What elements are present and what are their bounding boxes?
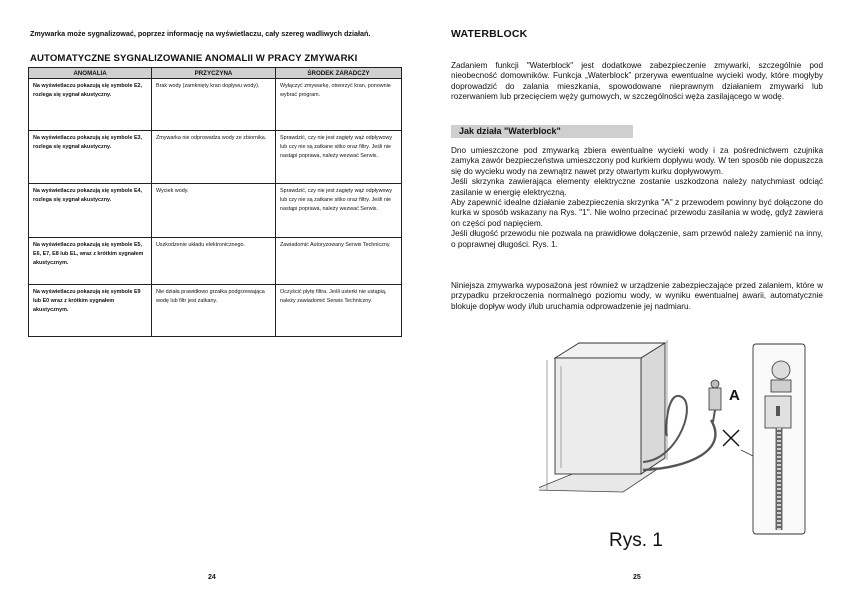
table-row (29, 285, 402, 337)
page-number-right: 25 (633, 574, 641, 581)
header-anomaly: ANOMALIA (29, 68, 152, 79)
anomaly-cell: Na wyświetlaczu pokazują się symbole E4, rozlega się sygnał akustyczny. (29, 184, 152, 238)
water-tap-icon (711, 380, 719, 388)
pointer-line (741, 450, 753, 456)
how-it-works-subheading: Jak działa "Waterblock" (451, 125, 633, 138)
remedy-cell: Wyłączyć zmywarkę, otworzyć kran, ponownie wybrać program. (276, 79, 402, 131)
waterblock-title: WATERBLOCK (451, 28, 528, 40)
cause-cell: Brak wody (zamknięty kran dopływu wody). (152, 79, 276, 131)
remedy-cell: Sprawdzić, czy nie jest zagięty wąż odpływowy lub czy nie są zatkane sitko oraz filtry. Jeśli nie nastąpi poprawa, należy wezwać Serwis. (276, 184, 402, 238)
remedy-cell: Zawiadomić Autoryzowany Serwis Techniczny. (276, 238, 402, 285)
anomaly-cell: Na wyświetlaczu pokazują się symbole E3, rozlega się sygnał akustyczny. (29, 131, 152, 184)
overflow-protection-paragraph: Niniejsza zmywarka wyposażona jest również w urządzenie zabezpieczające przed zalaniem, które w przypadku przekroczenia normalnego poziomu wody, w wyniku ewentualnej awarii, automatycznie blokuje dopływ wody i/lub uruchamia odprowadzenie jej nadmiaru. (451, 281, 823, 311)
cause-cell: Nie działa prawidłowo grzałka podgrzewająca wodę lub filtr jest zatkany. (152, 285, 276, 337)
cause-cell: Wyciek wody. (152, 184, 276, 238)
box-hose-link (713, 410, 715, 422)
header-remedy: ŚRODEK ZARADCZY (276, 68, 402, 79)
table-row (29, 184, 402, 238)
table-header-row (29, 68, 402, 79)
anomaly-cell: Na wyświetlaczu pokazują się symbole E2, rozlega się sygnał akustyczny. (29, 79, 152, 131)
waterblock-box (709, 388, 721, 410)
anomaly-cell: Na wyświetlaczu pokazują się symbole E9 lub E0 wraz z krótkim sygnałem akustycznym. (29, 285, 152, 337)
dishwasher-front (555, 358, 641, 474)
header-cause: PRZYCZYNA (152, 68, 276, 79)
table-row (29, 238, 402, 285)
intro-text: Zmywarka może sygnalizować, poprzez informację na wyświetlaczu, cały szereg wadliwych działań. (30, 29, 371, 38)
table-row (29, 79, 402, 131)
remedy-cell: Sprawdzić, czy nie jest zagięty wąż odpływowy lub czy nie są zatkane sitko oraz filtry. Jeśli nie nastąpi poprawa, należy wezwać Serwis. (276, 131, 402, 184)
table-row (29, 131, 402, 184)
anomaly-table (28, 67, 402, 337)
cause-cell: Uszkodzenie układu elektronicznego. (152, 238, 276, 285)
dishwasher-installation-illustration (539, 340, 839, 555)
inset-tap-icon (772, 361, 790, 379)
inset-valve (771, 380, 791, 392)
waterblock-intro-paragraph: Zadaniem funkcji "Waterblock" jest dodatkowe zabezpieczenie zmywarki, szczególnie pod nieobecność domowników. Funkcja „Waterblock” przerywa ewentualne wycieki wody, które mogłyby doprowadzić do zalania mieszkania, spowodowane nieprawnym działaniem zmywarki lub rozerwaniem lub przecięciem węży gumowych, w szczególności węża zasilającego w wodę. (451, 61, 823, 102)
anomaly-cell: Na wyświetlaczu pokazują się symbole E5, E6, E7, E8 lub EL, wraz z krótkim sygnałem akustycznym. (29, 238, 152, 285)
page-number-left: 24 (208, 574, 216, 581)
cause-cell: Zmywarka nie odprowadza wody ze zbiornika. (152, 131, 276, 184)
how-it-works-paragraph: Dno umieszczone pod zmywarką zbiera ewentualne wycieki wody i za pośrednictwem czujnika zamyka zawór bezpieczeństwa umieszczony pod kurkiem dopływu wody. W ten sposób nie dopuszcza się do wycieku wody na zewnątrz nawet przy otwartym kurku dopływowym. Jeśli skrzynka zawierająca elementy elektryczne zostanie uszkodzona należy natychmiast odciąć zasilanie w energię elektryczną. Aby zapewnić idealne działanie zabezpieczenia skrzynka "A" z przewodem powinny być dołączone do kurka w sposób wskazany na Rys. "1". Nie wolno przecinać przewodu zasilania w wodę, gdyż zawiera on części pod napięciem. Jeśli długość przewodu nie pozwala na prawidłowe dołączenie, sam przewód należy zamienić na inny, o poprawnej długości. Rys. 1. (451, 146, 823, 249)
right-page (421, 0, 842, 595)
remedy-cell: Oczyścić płytę filtra. Jeśli usterki nie ustąpią, należy zawiadomić Serwis Techniczny. (276, 285, 402, 337)
waterblock-figure (539, 340, 839, 555)
section-title: AUTOMATYCZNE SYGNALIZOWANIE ANOMALII W PRACY ZMYWARKI (30, 53, 358, 64)
inset-box-indicator (776, 406, 780, 416)
figure-label-a: A (729, 387, 740, 404)
figure-caption: Rys. 1 (609, 530, 663, 551)
